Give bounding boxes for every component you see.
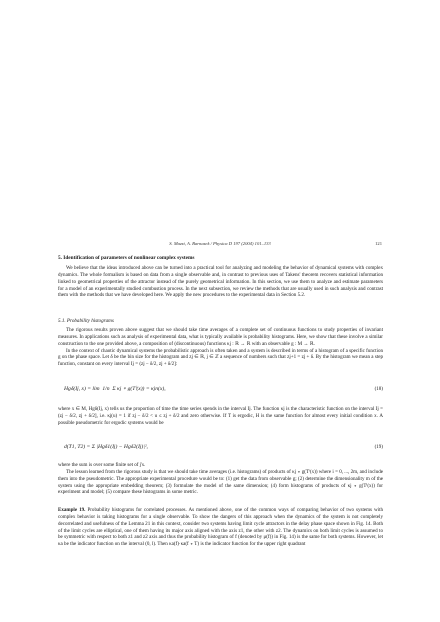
intro-paragraph: We believe that the ideas introduced above can be turned into a practical tool for analyzing and modeling the behavior of dynamical systems with complex dynamics. The whole formalism is based on data from a single observable and, in contrast to previous uses of Takens' theorem recovers statistical information linked to geometrical properties of the attractor instead of the purely geometrical information. In this section, we use them to analyze and estimate parameters for a model of an experimentally studied combustion process. In the next subsection, we review the methods that are usually used in such analysis and contrast them with the methods that we have developed here. We apply the new procedures to the experimental data in Section 5.2. [58, 265, 383, 299]
equation-19: d(T1, T2) = Σ |Hgδ1(Ij) − Hgδ2(Ij)|², [64, 444, 148, 450]
paragraph-3: where x ∈ M, Hgδ(Ij, x) tells us the proportion of time the time series spends in the interval Ij. The function κj is the characteristic function on the interval Ij = (zj − δ/2, zj + δ/2], i.e. κj(u) = 1 if zj − δ/2 < u ≤ zj + δ/2 and zero otherwise. If T is ergodic, H is the same function for almost every initial condition x. A possible pseudometric for ergodic systems would be [58, 406, 383, 426]
section-title: 5. Identification of parameters of nonlinear complex systems [58, 255, 195, 261]
example-block [58, 507, 383, 548]
example-text: Probability histograms for correlated processes. As mentioned above, one of the common ways of comparing behavior of two systems with complex behavior is taking histograms for a single observable. To show the dangers of this approach when the dynamics of the system is not completely decorrelated and usefulness of the Lemma 21 in this context, consider two systems having limit cycle attractors in the delay phase space shown in Fig. 14. Both of the limit cycles are elliptical, one of them having its major axis aligned with the axis z1, the other with z2. The dynamics on both limit cycles is assumed to be symmetric with respect to both z1 and z2 axis and thus the probability histogram of f (denoted by μ(f)) in Fig. 14) is the same for both systems. However, let κa be the indicator function on the interval (0, l). Then κa(f)·κa(f ∘ T) is the indicator function for the upper right quadrant [58, 507, 383, 548]
equation-19-block [58, 442, 383, 458]
equation-18: Hgδ(Ij, x) = lim 1/n Σ κj ∘ g(Tⁱ(x)) = κjn(x), [64, 386, 166, 392]
equation-18-block [58, 383, 383, 401]
subsection-body-1 [58, 327, 383, 368]
paragraph-4: where the sum is over some finite set of j's. [58, 462, 146, 468]
subsection-title: 5.1. Probability histograms [58, 318, 114, 324]
equation-19-number: (19) [374, 444, 383, 450]
example-paragraph [58, 507, 383, 548]
paragraph-5: The lesson learned from the rigorous study is that we should take time averages (i.e. histograms) of products of κj ∘ g(Tⁱ(x)) where i = 0, ..., 2m, and include them into the pseudometric. The appropriate experimental procedure would be to: (1) get the data from observable g; (2) determine the dimensionality m of the system using the appropriate embedding theorem; (3) formulate the model of the same dimension; (4) form histograms of products of κj ∘ g(Tⁱ(x)) for experiment and model; (5) compare these histograms in some metric. [58, 468, 383, 496]
paragraph-2: In the context of chaotic dynamical systems the probabilistic approach is often taken and a system is described in terms of a histogram of a specific function g on the phase space. Let δ be the bin size for the histogram and zj ∈ ℝ, j ∈ ℤ a sequence of numbers such that zj+1 = zj + δ. By the histogram we mean a step function, constant on every interval Ij = (zj − δ/2, zj + δ/2]: [58, 347, 383, 368]
equation-18-number: (18) [374, 386, 383, 392]
subsection-body-2 [58, 406, 383, 427]
example-label: Example 19. [58, 507, 86, 513]
page-number: 121 [375, 241, 382, 246]
running-head-citation: S. Mazzi, A. Barnasek / Physica D 197 (2004) 101–133 [169, 241, 271, 246]
paragraph-1: The rigorous results proven above suggest that we should take time averages of a complete set of continuous functions to study properties of invariant measures. In applications such as analysis of experimental data, what is typically available is probability histograms. Here, we show that these involve a similar construction to the one provided above, a composition of (discontinuous) functions κj : ℝ → ℝ with an observable g : M → ℝ. [58, 327, 383, 347]
section-intro [58, 265, 383, 299]
subsection-body-3 [58, 462, 383, 496]
